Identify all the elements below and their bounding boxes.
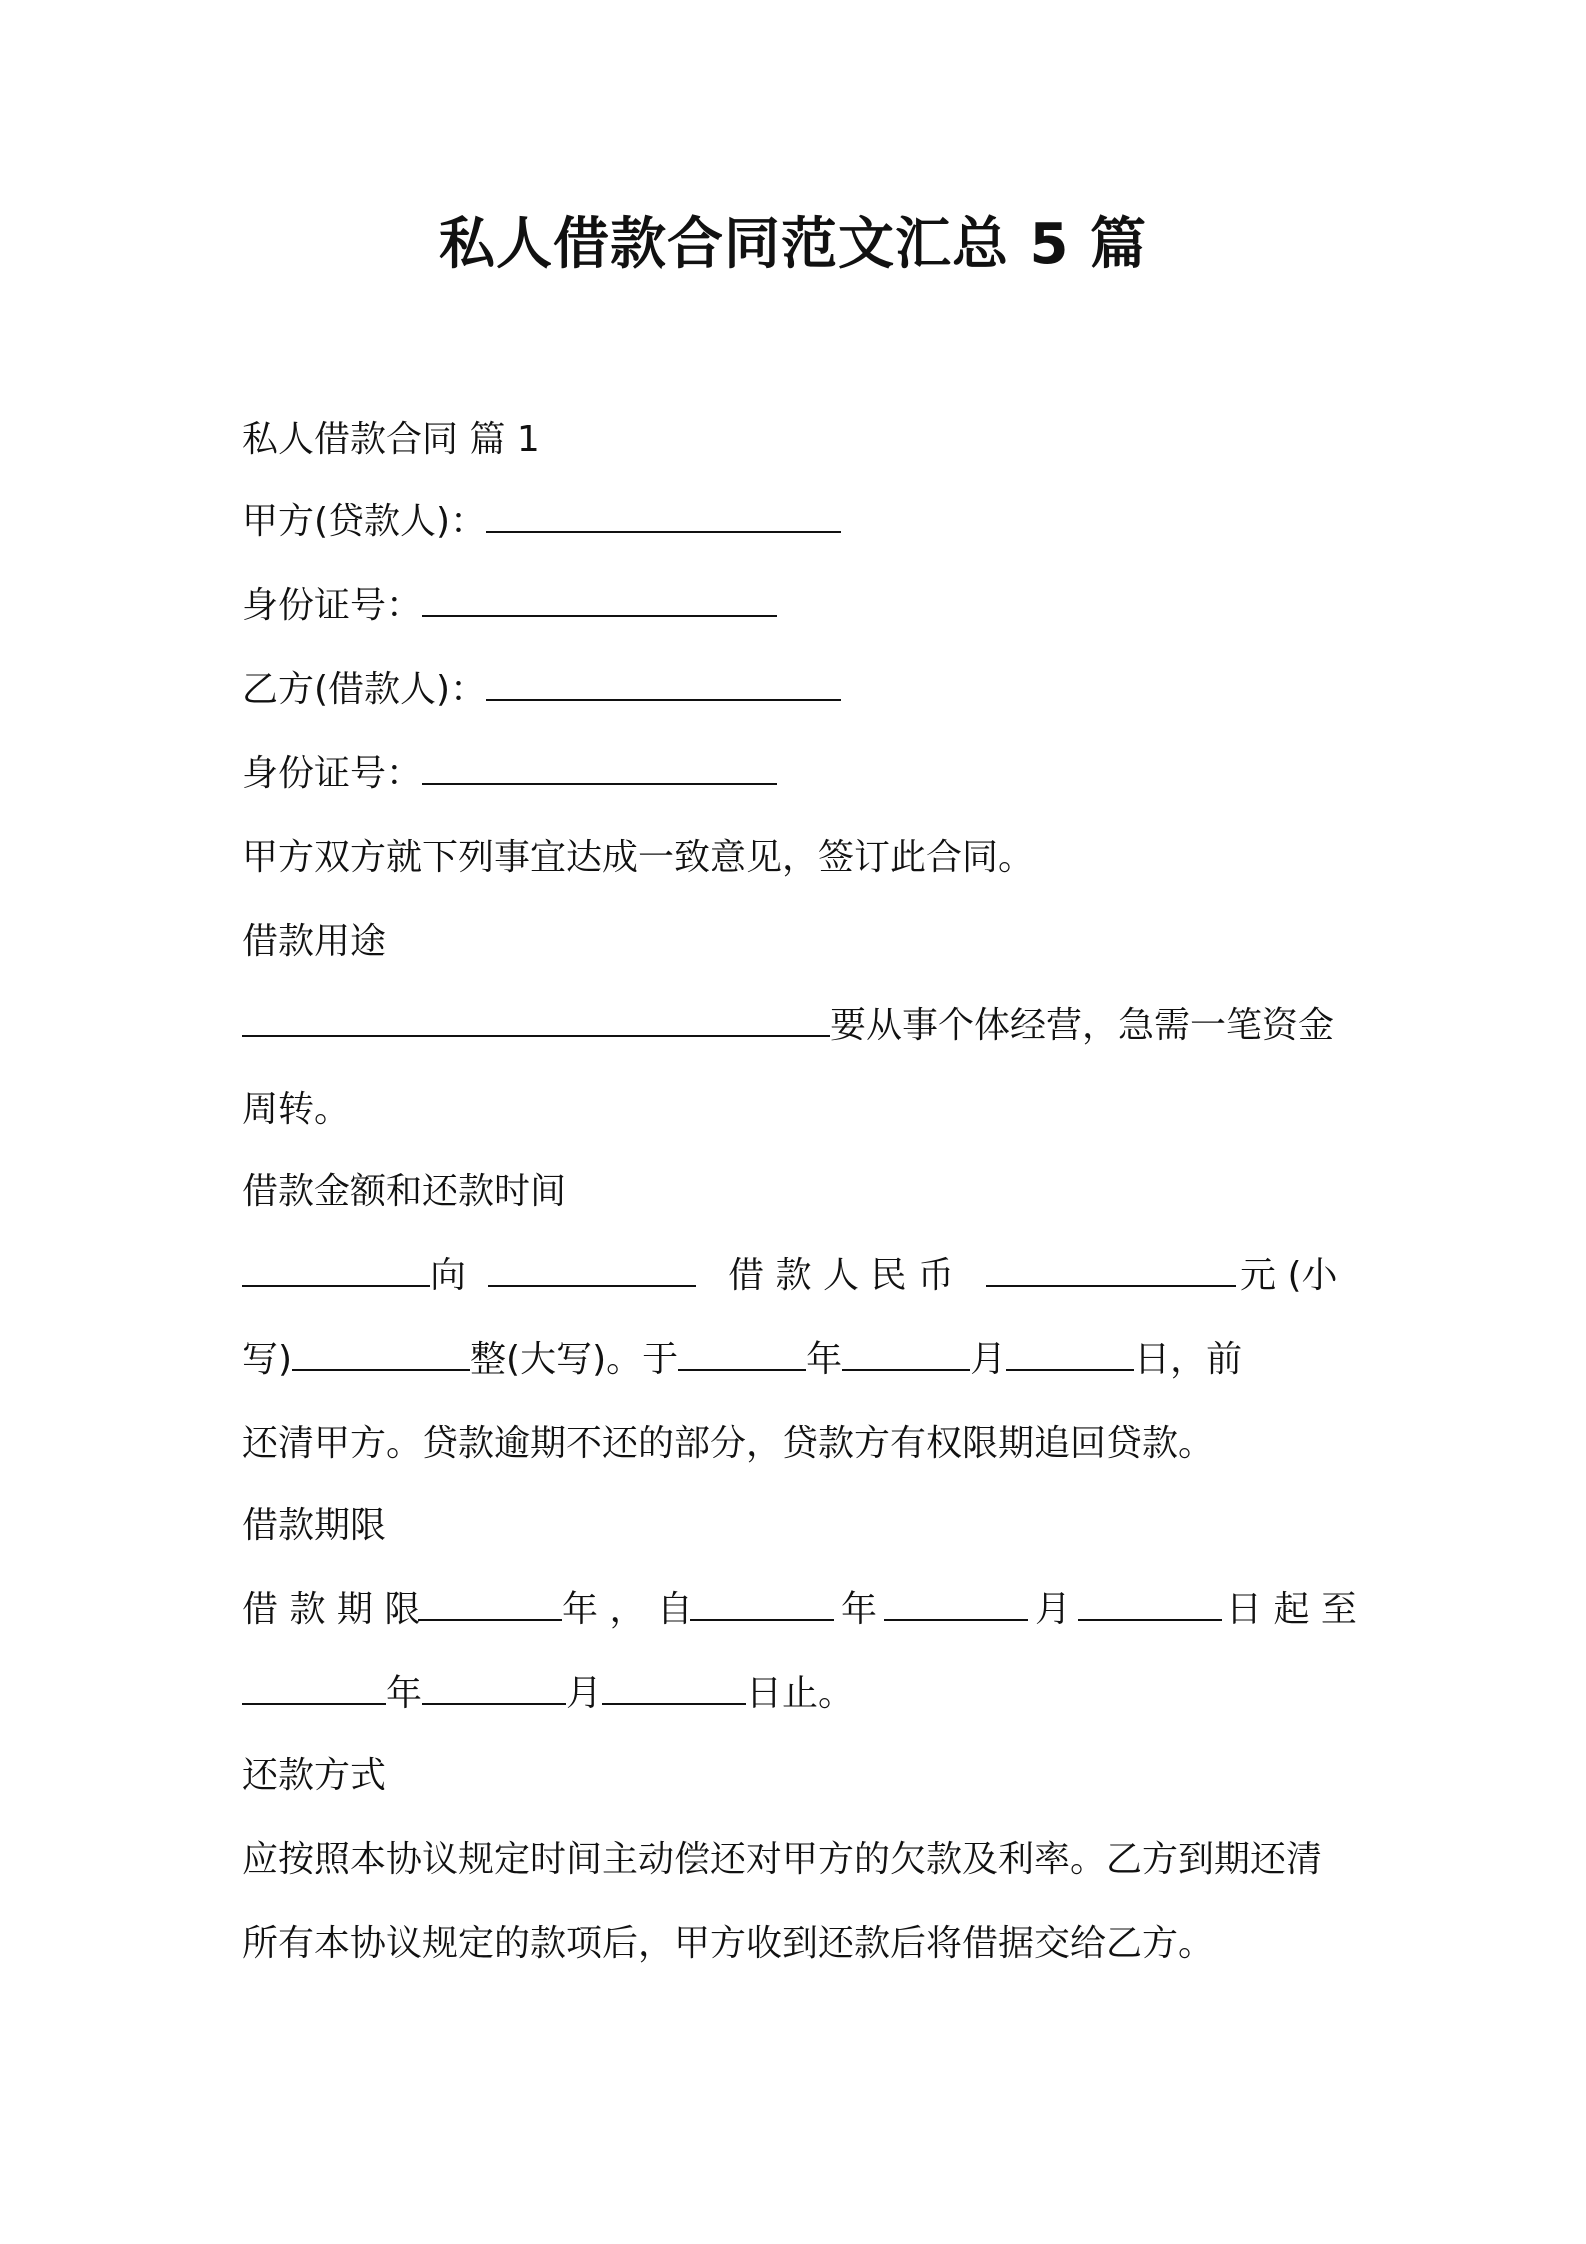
purpose-heading: 借款用途 bbox=[242, 921, 387, 962]
amount-line-2 bbox=[242, 1335, 1352, 1385]
id-blank-1[interactable] bbox=[422, 585, 777, 617]
amount-borrow-rmb: 借 款 人 民 币 bbox=[728, 1255, 954, 1296]
term-heading: 借款期限 bbox=[242, 1505, 387, 1546]
end-nian: 年 bbox=[386, 1673, 423, 1714]
id-label-1: 身份证号： bbox=[242, 585, 423, 626]
amount-line-1 bbox=[242, 1251, 1352, 1301]
party-b-label: 乙方(借款人)： bbox=[242, 669, 487, 710]
start-day-blank[interactable] bbox=[1078, 1589, 1222, 1621]
party-b-row bbox=[242, 665, 1352, 715]
id-row-1 bbox=[242, 581, 1352, 631]
repay-nian: 年 bbox=[806, 1339, 843, 1380]
id-row-2 bbox=[242, 749, 1352, 799]
end-day-blank[interactable] bbox=[602, 1673, 746, 1705]
amount-xiang: 向 bbox=[430, 1255, 467, 1296]
purpose-blank[interactable] bbox=[242, 1005, 830, 1037]
party-b-blank[interactable] bbox=[486, 669, 841, 701]
amount-zheng: 整(大写)。于 bbox=[470, 1339, 679, 1380]
end-month-blank[interactable] bbox=[422, 1673, 566, 1705]
lender-blank[interactable] bbox=[242, 1255, 430, 1287]
amount-small-blank[interactable] bbox=[986, 1255, 1236, 1287]
id-label-2: 身份证号： bbox=[242, 753, 423, 794]
repay-line-1: 应按照本协议规定时间主动偿还对甲方的欠款及利率。乙方到期还清 bbox=[242, 1839, 1323, 1880]
start-month-blank[interactable] bbox=[884, 1589, 1028, 1621]
borrower-blank[interactable] bbox=[488, 1255, 696, 1287]
amount-xie: 写) bbox=[242, 1339, 293, 1380]
party-a-row bbox=[242, 497, 1352, 547]
repay-ri-qian: 日，前 bbox=[1134, 1339, 1243, 1380]
amount-yuan-xiao: 元 (小 bbox=[1240, 1255, 1338, 1296]
term-line-1 bbox=[242, 1585, 1357, 1635]
end-year-blank[interactable] bbox=[242, 1673, 386, 1705]
term-nian-zi: 年 ， 自 bbox=[562, 1589, 693, 1630]
agreement-intro: 甲方双方就下列事宜达成一致意见，签订此合同。 bbox=[242, 837, 1035, 878]
document-title: 私人借款合同范文汇总 5 篇 bbox=[439, 212, 1147, 277]
term-years-blank[interactable] bbox=[418, 1589, 562, 1621]
repay-yue: 月 bbox=[970, 1339, 1007, 1380]
repay-year-blank[interactable] bbox=[678, 1339, 806, 1371]
amount-line-3: 还清甲方。贷款逾期不还的部分，贷款方有权限期追回贷款。 bbox=[242, 1423, 1215, 1464]
purpose-line-2: 周转。 bbox=[242, 1089, 351, 1130]
amount-heading: 借款金额和还款时间 bbox=[242, 1171, 567, 1212]
repay-line-2: 所有本协议规定的款项后，甲方收到还款后将借据交给乙方。 bbox=[242, 1923, 1215, 1964]
section-heading: 私人借款合同 篇 1 bbox=[242, 419, 540, 460]
start-year-blank[interactable] bbox=[690, 1589, 834, 1621]
repay-heading: 还款方式 bbox=[242, 1755, 387, 1796]
purpose-line-1 bbox=[242, 1001, 1352, 1051]
start-nian: 年 bbox=[840, 1589, 877, 1630]
repay-day-blank[interactable] bbox=[1006, 1339, 1134, 1371]
term-line-2 bbox=[242, 1669, 1352, 1719]
amount-big-blank[interactable] bbox=[292, 1339, 470, 1371]
end-yue: 月 bbox=[566, 1673, 603, 1714]
start-ri-qi-zhi: 日 起 至 bbox=[1226, 1589, 1357, 1630]
repay-month-blank[interactable] bbox=[842, 1339, 970, 1371]
start-yue: 月 bbox=[1034, 1589, 1071, 1630]
party-a-label: 甲方(贷款人)： bbox=[242, 501, 487, 542]
term-label: 借 款 期 限 bbox=[242, 1589, 421, 1630]
party-a-blank[interactable] bbox=[486, 501, 841, 533]
id-blank-2[interactable] bbox=[422, 753, 777, 785]
purpose-text: 要从事个体经营，急需一笔资金 bbox=[830, 1005, 1335, 1046]
end-ri-zhi: 日止。 bbox=[746, 1673, 855, 1714]
